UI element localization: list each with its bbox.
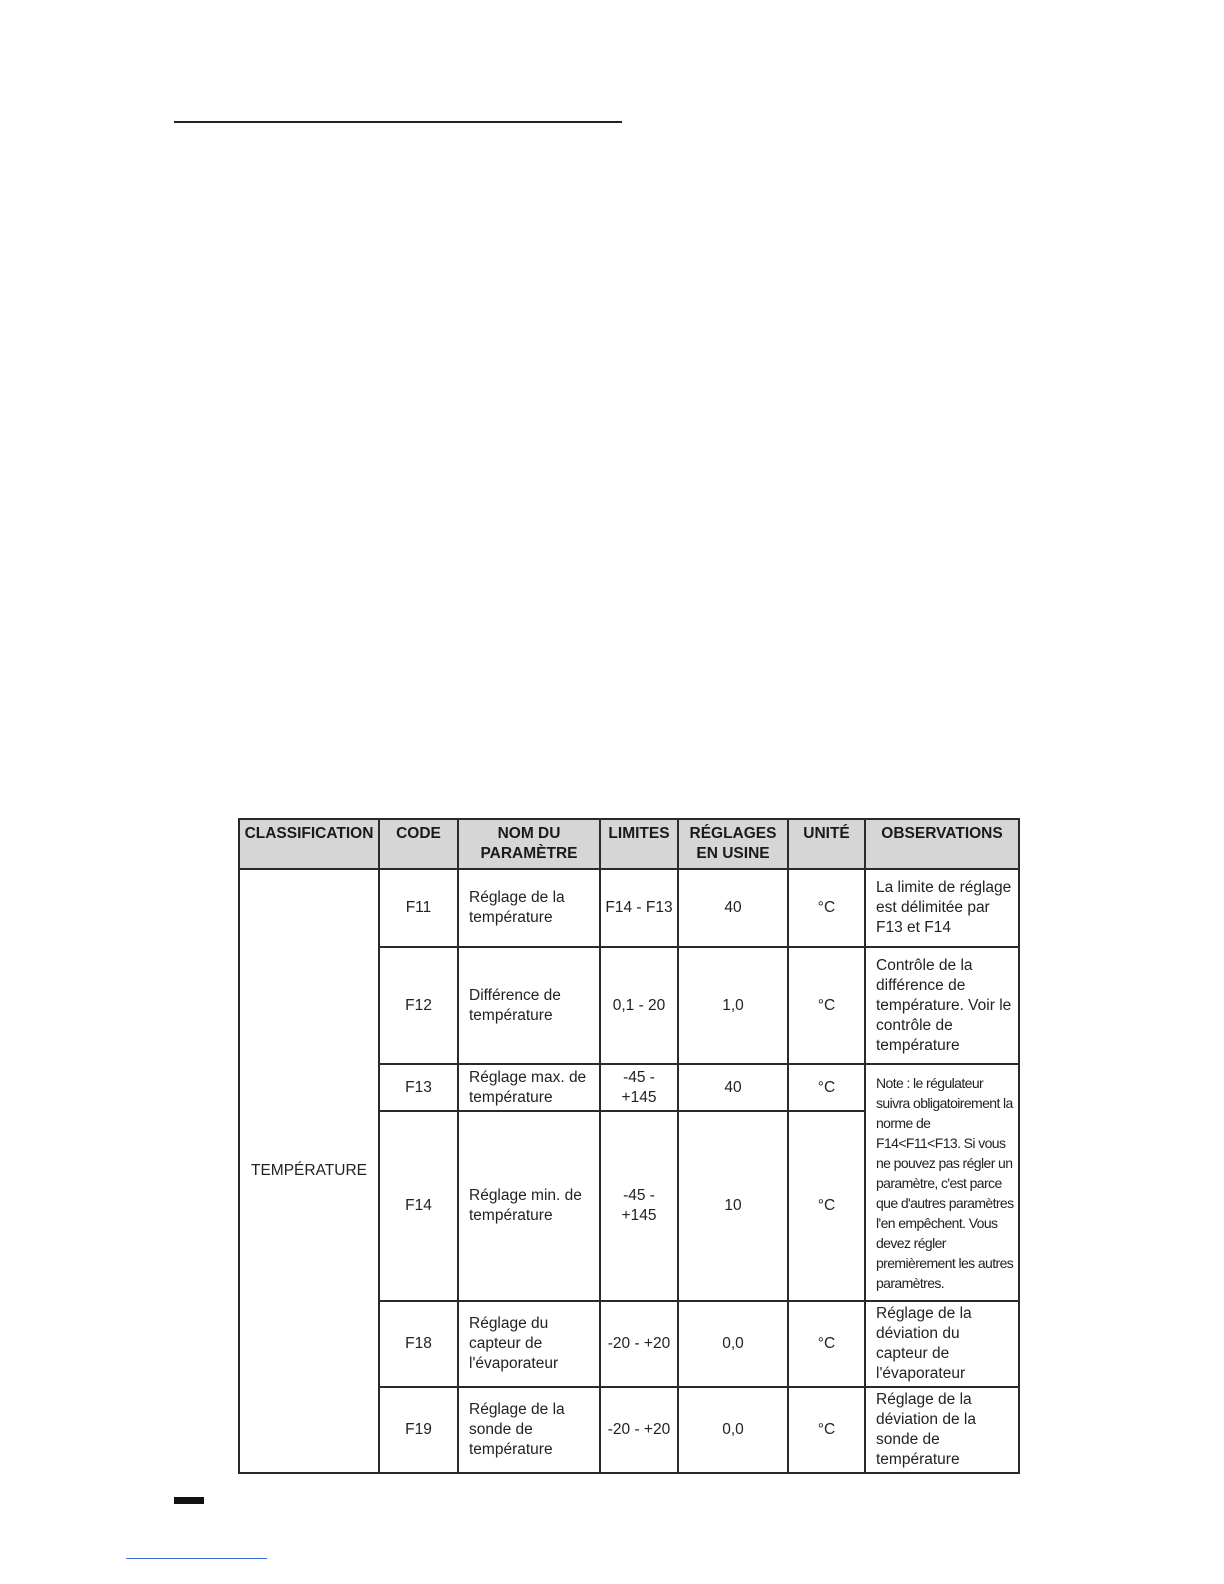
factory-cell: 40 [678, 1064, 788, 1111]
header-classification: CLASSIFICATION [239, 819, 379, 869]
name-cell: Réglage de la température [458, 869, 600, 947]
limits-cell: F14 - F13 [600, 869, 678, 947]
name-cell: Réglage du capteur de l'évaporateur [458, 1301, 600, 1387]
name-cell: Réglage min. de température [458, 1111, 600, 1301]
observation-cell: La limite de réglage est délimitée par F13 et F14 [865, 869, 1019, 947]
limits-cell: -20 - +20 [600, 1301, 678, 1387]
unit-cell: °C [788, 947, 865, 1064]
classification-cell: TEMPÉRATURE [239, 869, 379, 1473]
header-name: NOM DU PARAMÈTRE [458, 819, 600, 869]
unit-cell: °C [788, 1064, 865, 1111]
code-cell: F11 [379, 869, 458, 947]
header-code: CODE [379, 819, 458, 869]
table-header-row [239, 819, 1019, 869]
name-cell: Réglage de la sonde de température [458, 1387, 600, 1473]
bottom-link-underline[interactable] [126, 1558, 267, 1559]
code-cell: F13 [379, 1064, 458, 1111]
code-cell: F19 [379, 1387, 458, 1473]
code-cell: F14 [379, 1111, 458, 1301]
limits-cell: 0,1 - 20 [600, 947, 678, 1064]
factory-cell: 40 [678, 869, 788, 947]
unit-cell: °C [788, 1387, 865, 1473]
unit-cell: °C [788, 869, 865, 947]
code-cell: F18 [379, 1301, 458, 1387]
limits-cell: -20 - +20 [600, 1387, 678, 1473]
factory-cell: 10 [678, 1111, 788, 1301]
limits-cell: -45 - +145 [600, 1064, 678, 1111]
factory-cell: 0,0 [678, 1387, 788, 1473]
parameter-table [238, 818, 1020, 1474]
unit-cell: °C [788, 1301, 865, 1387]
header-observations: OBSERVATIONS [865, 819, 1019, 869]
limits-cell: -45 - +145 [600, 1111, 678, 1301]
table-row [239, 869, 1019, 947]
observation-cell: Note : le régulateur suivra obligatoirement la norme de F14<F11<F13. Si vous ne pouvez pas régler un paramètre, c'est parce que d'autres paramètres l'en empêchent. Vous devez régler premièrement les autres paramètres. [865, 1064, 1019, 1301]
name-cell: Réglage max. de température [458, 1064, 600, 1111]
name-cell: Différence de température [458, 947, 600, 1064]
observation-cell: Contrôle de la différence de température. Voir le contrôle de température [865, 947, 1019, 1064]
unit-cell: °C [788, 1111, 865, 1301]
header-unit: UNITÉ [788, 819, 865, 869]
code-cell: F12 [379, 947, 458, 1064]
observation-cell: Réglage de la déviation du capteur de l'évaporateur [865, 1301, 1019, 1387]
factory-cell: 0,0 [678, 1301, 788, 1387]
observation-cell: Réglage de la déviation de la sonde de température [865, 1387, 1019, 1473]
top-divider-line [174, 121, 622, 123]
page-marker-bar [174, 1497, 204, 1504]
header-limits: LIMITES [600, 819, 678, 869]
factory-cell: 1,0 [678, 947, 788, 1064]
header-factory-settings: RÉGLAGES EN USINE [678, 819, 788, 869]
